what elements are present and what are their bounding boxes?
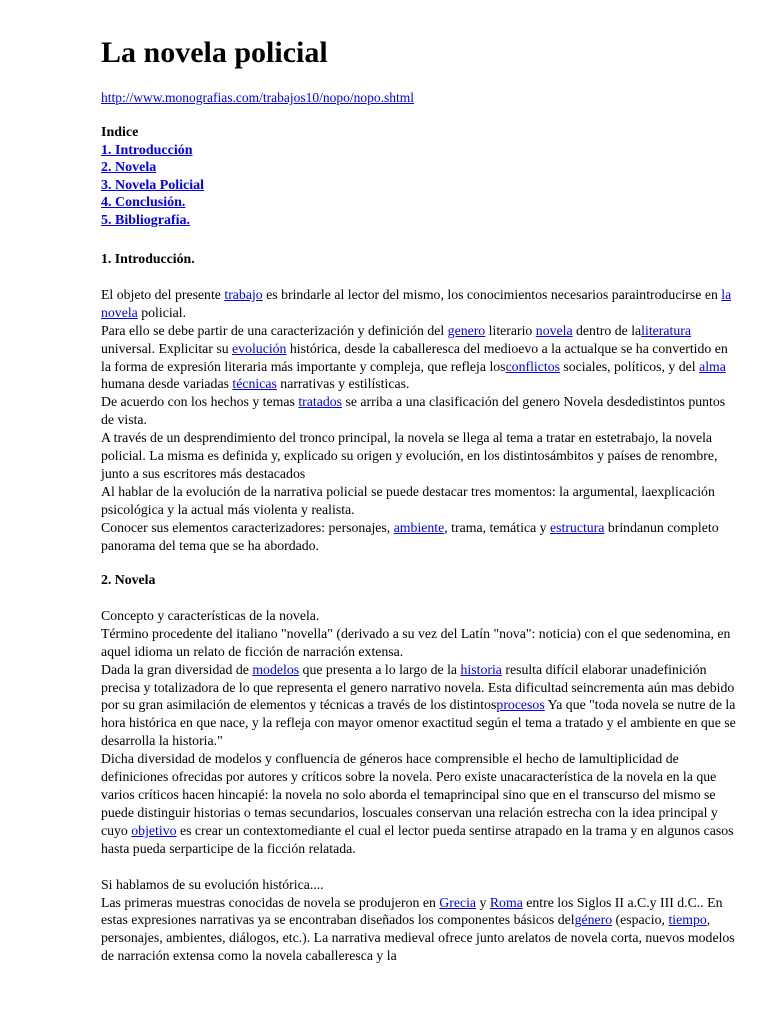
intro-paragraph: [101, 483, 741, 519]
inline-link[interactable]: alma: [699, 358, 726, 374]
text-run: definición precisa y totalizadora de lo que representa el genero narrativo novela. Esta dificultad se: [101, 661, 707, 695]
text-run: es crear un contexto: [176, 822, 291, 838]
text-run: y: [476, 894, 490, 910]
text-run: entre los Siglos II a.C.: [522, 894, 650, 910]
index-link-introduccion[interactable]: 1. Introducción: [101, 142, 193, 158]
inline-link[interactable]: trabajo: [224, 286, 263, 302]
index-link-novela[interactable]: 2. Novela: [101, 160, 157, 176]
intro-paragraph: [101, 286, 741, 322]
text-run: participe de la ficción relatada.: [185, 840, 356, 856]
text-run: Dicha diversidad de modelos y confluencia de géneros hace comprensible el hecho de la: [101, 751, 589, 767]
index-heading: Indice: [101, 125, 139, 140]
text-run: Si hablamos de su evolución histórica....: [101, 876, 324, 892]
text-run: dentro de la: [572, 322, 642, 338]
text-run: sociales, políticos, y del: [559, 358, 700, 374]
spacer: [101, 589, 741, 607]
text-run: principal sino que en el transcurso del mismo se puede distinguir historias o temas secundarios, los: [101, 786, 716, 820]
evolution-paragraphs: [101, 876, 741, 966]
text-run: policial.: [137, 304, 187, 320]
text-run: Concepto y características de la novela.: [101, 607, 320, 623]
evolution-paragraph: [101, 876, 741, 894]
section-heading-novela: 2. Novela: [101, 572, 156, 587]
inline-link[interactable]: evolución: [232, 340, 287, 356]
intro-paragraph: [101, 519, 741, 555]
novela-paragraph: [101, 607, 741, 625]
index-link-conclusion[interactable]: 4. Conclusión.: [101, 195, 186, 211]
text-run: menor exactitud según el tema a tratado y el ambiente en que se desarrolla la historia.": [101, 715, 736, 749]
text-run: distintos puntos de vista.: [101, 394, 726, 428]
inline-link[interactable]: novela: [535, 322, 573, 338]
index-link-novela-policial[interactable]: 3. Novela Policial: [101, 177, 205, 193]
text-run: narrativas y estilísticas.: [276, 376, 410, 392]
source-url-line: [101, 89, 414, 107]
inline-link[interactable]: técnicas: [232, 376, 277, 392]
page-title: La novela policial: [101, 36, 328, 69]
spacer: [101, 858, 741, 876]
text-run: trabajo, la novela policial. La misma es definida y, explicado su origen y evolución, en los distintos: [101, 430, 713, 464]
text-run: relatos de novela corta, nuevos modelos de narración extensa como la novela caballeresca y la: [101, 930, 735, 964]
text-run: El objeto del presente: [101, 286, 225, 302]
inline-link[interactable]: Grecia: [439, 894, 477, 910]
text-run: De acuerdo con los hechos y temas: [101, 394, 299, 410]
text-run: que presenta a lo largo de la: [299, 661, 461, 677]
text-run: (espacio,: [612, 912, 669, 928]
section-heading-introduccion: 1. Introducción.: [101, 251, 195, 266]
text-run: histórica, desde la caballeresca del medioevo a la actual: [286, 340, 598, 356]
text-run: humana desde variadas: [101, 376, 233, 392]
inline-link[interactable]: Roma: [489, 894, 523, 910]
novela-paragraph: [101, 625, 741, 661]
inline-link[interactable]: historia: [460, 661, 502, 677]
text-run: característica de la novela en la que varios críticos hacen hincapié: la novela no solo aborda el tema: [101, 769, 717, 802]
inline-link[interactable]: procesos: [496, 697, 545, 713]
text-run: ámbitos y países de renombre, junto a sus escritores más destacados: [101, 448, 718, 481]
inline-link[interactable]: modelos: [252, 661, 300, 677]
text-run: literario: [485, 322, 536, 338]
text-run: y III d.C.. En estas expresiones narrativas ya se encontraban diseñados los componentes básicos del: [101, 894, 723, 928]
intro-paragraph: [101, 393, 741, 429]
text-run: Para ello se debe partir de una caracterización y definición del: [101, 322, 448, 338]
text-run: un completo panorama del tema que se ha abordado.: [101, 519, 719, 553]
text-run: Las primeras muestras conocidas de novela se produjeron en: [101, 894, 440, 910]
evolution-paragraph: [101, 894, 741, 966]
section-introduccion: [101, 250, 741, 555]
text-run: resulta difícil elaborar una: [501, 661, 651, 677]
inline-link[interactable]: tiempo: [668, 912, 707, 928]
text-run: universal. Explicitar su: [101, 340, 233, 356]
intro-paragraph: [101, 429, 741, 483]
intro-paragraphs: [101, 286, 741, 555]
inline-link[interactable]: género: [574, 912, 613, 928]
text-run: Conocer sus elementos caracterizadores: personajes,: [101, 519, 394, 535]
inline-link[interactable]: objetivo: [131, 822, 177, 838]
text-run: introducirse en: [635, 286, 722, 302]
text-run: mediante el cual el lector pueda sentirse atrapado en la trama y en algunos casos hasta pueda ser: [101, 822, 734, 856]
text-run: , personajes, ambientes, diálogos, etc.). La narrativa medieval ofrece junto a: [101, 912, 711, 946]
inline-link[interactable]: estructura: [550, 519, 605, 535]
inline-link[interactable]: tratados: [298, 394, 342, 410]
inline-link[interactable]: literatura: [641, 322, 691, 338]
section-novela: [101, 571, 741, 965]
intro-paragraph: [101, 322, 741, 394]
text-run: es brindarle al lector del mismo, los conocimientos necesarios para: [262, 286, 636, 302]
text-run: que se ha convertido en la forma de expresión literaria más importante y compleja, que refleja los: [101, 340, 728, 374]
text-run: brindan: [604, 519, 651, 535]
inline-link[interactable]: conflictos: [505, 358, 560, 374]
text-run: Al hablar de la evolución de la narrativa policial se puede destacar tres momentos: la argumental, la: [101, 483, 652, 499]
text-run: explicación psicológica y la actual más violenta y realista.: [101, 483, 715, 517]
index-link-bibliografia[interactable]: 5. Bibliografía.: [101, 212, 191, 228]
spacer: [101, 268, 741, 286]
text-run: Ya que "toda novela se nutre de la hora histórica en que nace, y la refleja con mayor o: [101, 697, 736, 731]
text-run: denomina, en aquel idioma un relato de ficción de narración extensa.: [101, 625, 731, 659]
source-url-link[interactable]: http://www.monografias.com/trabajos10/nopo/nopo.shtml: [101, 90, 414, 105]
inline-link[interactable]: genero: [447, 322, 486, 338]
text-run: incrementa aún mas debido por su gran asimilación de elementos y técnicas a través de los distintos: [101, 679, 735, 713]
inline-link[interactable]: ambiente: [393, 519, 445, 535]
text-run: se arriba a una clasificación del genero Novela desde: [342, 394, 639, 410]
text-run: , trama, temática y: [444, 519, 550, 535]
novela-paragraph: [101, 750, 741, 857]
novela-paragraph: [101, 661, 741, 751]
text-run: Dada la gran diversidad de: [101, 661, 253, 677]
text-run: A través de un desprendimiento del tronco principal, la novela se llega al tema a tratar en este: [101, 430, 617, 446]
novela-paragraphs: [101, 607, 741, 858]
index-section: [101, 124, 204, 230]
text-run: multiplicidad de definiciones ofrecidas por autores y críticos sobre la novela. Pero existe una: [101, 751, 679, 785]
text-run: Término procedente del italiano "novella" (derivado a su vez del Latín "nova": noticia) con el que se: [101, 625, 657, 641]
text-run: cuales conservan una relación estrecha con la idea principal y cuyo: [101, 804, 718, 838]
inline-link[interactable]: la novela: [101, 286, 732, 320]
